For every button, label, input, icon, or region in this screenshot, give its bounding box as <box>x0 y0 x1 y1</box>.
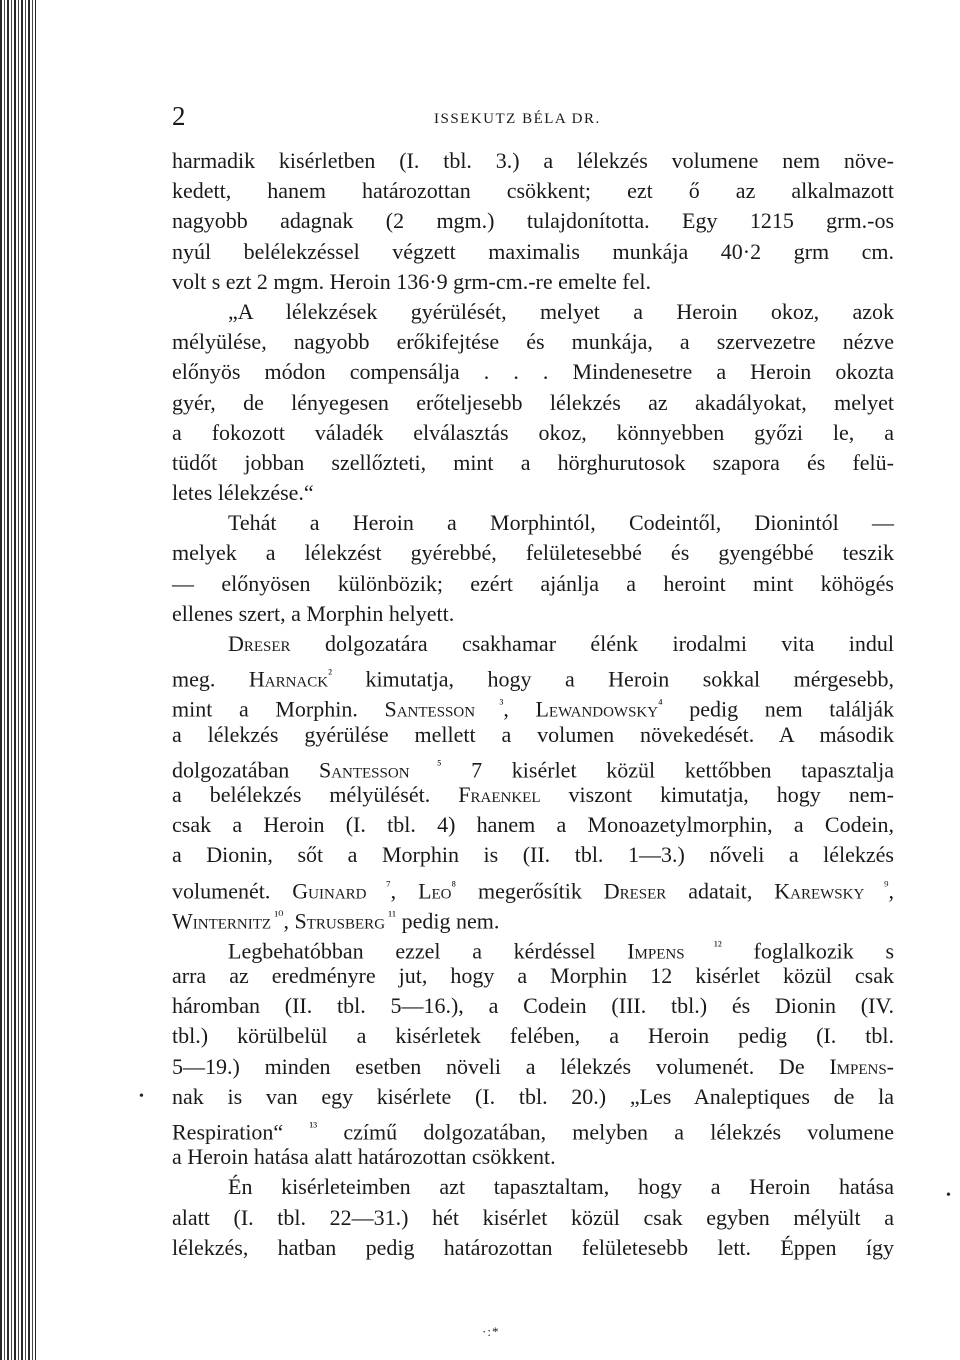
text-line: a Heroin hatása alatt határozottan csökkent. <box>172 1144 556 1170</box>
reference-number: ³ <box>475 696 504 712</box>
print-smudge: ·:* <box>482 1324 500 1339</box>
reference-number: ¹¹ <box>385 907 397 923</box>
author-name: Guinard <box>292 877 367 903</box>
author-name: Leo <box>418 877 452 903</box>
reference-number: ⁷ <box>366 877 391 893</box>
text-line: csak a Heroin (I. tbl. 4) hanem a Monoazetylmorphin, a Codein, <box>172 812 894 838</box>
reference-number: ⁴ <box>658 696 663 712</box>
text-run: foglalkozik s <box>721 938 895 964</box>
text-line <box>172 1112 894 1145</box>
text-line <box>172 931 895 964</box>
author-name: Santesson <box>384 696 476 722</box>
text-run: mint a Morphin. <box>172 696 385 722</box>
author-name: Impens <box>829 1053 887 1079</box>
author-name: Santesson <box>318 757 410 783</box>
text-line: alatt (I. tbl. 22—31.) hét kisérlet közül csak egyben mélyült a <box>172 1204 894 1230</box>
reference-number: ⁵ <box>409 756 442 772</box>
reference-number: ² <box>328 666 332 682</box>
text-line: gyér, de lényegesen erőteljesebb lélekzés az akadályokat, melyet <box>172 389 894 415</box>
text-line: melyek a lélekzést gyérebbé, felületesebbé és gyengébbé teszik <box>172 540 894 566</box>
text-line: arra az eredményre jut, hogy a Morphin 12 kisérlet közül csak <box>172 963 894 989</box>
reference-number: ¹³ <box>309 1119 318 1134</box>
text-line: Én kisérleteimben azt tapasztaltam, hogy a Heroin hatása <box>228 1174 894 1200</box>
text-line <box>172 1052 894 1082</box>
text-line <box>172 629 894 659</box>
text-line: háromban (II. tbl. 5—16.), a Codein (III. tbl.) és Dionin (IV. <box>172 993 894 1019</box>
reference-number: ⁹ <box>864 877 889 893</box>
text-run: 5—19.) minden esetben növeli a lélekzés volumenét. De <box>172 1053 830 1079</box>
text-line: mélyülése, nagyobb erőkifejtése és munkája, a szervezetre nézve <box>172 329 894 355</box>
text-line: ellenes szert, a Morphin helyett. <box>172 600 455 626</box>
author-name: Impens <box>627 938 685 964</box>
author-name: Dreser <box>603 877 667 903</box>
text-run: Respiration“ <box>172 1119 310 1145</box>
text-line: lélekzés, hatban pedig határozottan felületesebb lett. Éppen így <box>172 1234 894 1260</box>
text-line: harmadik kisérletben (I. tbl. 3.) a lélekzés volumene nem növe- <box>172 148 894 173</box>
text-run: , <box>888 877 894 903</box>
page-header <box>172 98 892 138</box>
margin-bullet: • <box>946 1188 951 1203</box>
text-line: volt s ezt 2 mgm. Heroin 136·9 grm-cm.-re emelte fel. <box>172 268 651 294</box>
text-line <box>172 750 894 783</box>
text-run: 7 kisérlet közül kettőbben tapasztalja <box>441 757 894 783</box>
text-line: tbl.) körülbelül a kisérletek felében, a Heroin pedig (I. tbl. <box>172 1023 894 1049</box>
text-run: meg. <box>172 666 249 692</box>
text-run: megerősítik <box>456 877 604 903</box>
text-run: , <box>283 908 295 934</box>
author-name: Karewsky <box>774 877 865 903</box>
text-line: a fokozott váladék elválasztás okoz, könnyebben győzi le, a <box>172 419 894 445</box>
author-name: Lewandowsky <box>535 696 659 722</box>
author-name: Harnack <box>248 666 329 692</box>
text-line: kedett, hanem határozottan csökkent; ezt ő az alkalmazott <box>172 178 894 204</box>
margin-bullet: • <box>139 1089 144 1104</box>
text-run: kimutatja, hogy a Heroin sokkal mérgesebb, <box>331 666 894 692</box>
text-run: Legbehatóbban ezzel a kérdéssel <box>228 938 628 964</box>
running-head: ISSEKUTZ BÉLA DR. <box>434 111 601 127</box>
text-run: adatait, <box>666 877 775 903</box>
text-line: tüdőt jobban szellőzteti, mint a hörghurutosok szapora és felü- <box>172 449 894 475</box>
reference-number: ⁸ <box>451 877 457 893</box>
text-line: nyúl belélekzéssel végzett maximalis munkája 40·2 grm cm. <box>172 238 894 264</box>
text-run: dolgozatára csakhamar élénk irodalmi vita indul <box>290 631 894 656</box>
text-line: Tehát a Heroin a Morphintól, Codeintől, Dionintól — <box>228 510 894 536</box>
text-line: nak is van egy kisérlete (I. tbl. 20.) „Les Analeptiques de la <box>172 1083 894 1109</box>
reference-number: ¹⁰ <box>271 907 284 923</box>
text-run: a belélekzés mélyülését. <box>172 781 459 807</box>
text-run: viszont kimutatja, hogy nem- <box>540 781 894 807</box>
page-number: 2 <box>172 101 186 131</box>
text-run: , <box>503 696 536 722</box>
text-line <box>172 689 895 722</box>
text-line: a lélekzés gyérülése mellett a volumen növekedését. A második <box>172 721 894 747</box>
text-run: pedig nem. <box>396 908 500 934</box>
text-run: czímű dolgozatában, melyben a lélekzés volumene <box>317 1119 894 1145</box>
author-name: Dreser <box>228 631 291 656</box>
text-line: letes lélekzése.“ <box>172 480 314 506</box>
reference-number: ¹² <box>684 937 722 953</box>
text-line: — előnyösen különbözik; ezért ajánlja a heroint mint köhögés <box>172 570 894 596</box>
text-line <box>172 871 894 901</box>
author-name: Fraenkel <box>458 781 541 807</box>
text-line: a Dionin, sőt a Morphin is (II. tbl. 1—3.) nőveli a lélekzés <box>172 842 894 868</box>
text-line <box>172 659 894 692</box>
text-run: , <box>390 877 419 903</box>
body-text <box>172 146 894 1263</box>
text-line <box>172 901 894 934</box>
author-name: Strusberg <box>294 908 386 934</box>
binding-edge <box>0 0 36 1360</box>
text-line <box>172 780 894 810</box>
text-line: előnyös módon compensálja . . . Mindenesetre a Heroin okozta <box>172 359 894 385</box>
author-name: Winternitz <box>172 908 272 934</box>
text-line: nagyobb adagnak (2 mgm.) tulajdonította. Egy 1215 grm.-os <box>172 208 894 234</box>
text-run: - <box>886 1053 894 1079</box>
text-run: volumenét. <box>172 877 293 903</box>
text-run: dolgozatában <box>172 757 319 783</box>
text-line: „A lélekzések gyérülését, melyet a Heroin okoz, azok <box>228 298 894 324</box>
text-run: pedig nem találják <box>662 696 895 722</box>
